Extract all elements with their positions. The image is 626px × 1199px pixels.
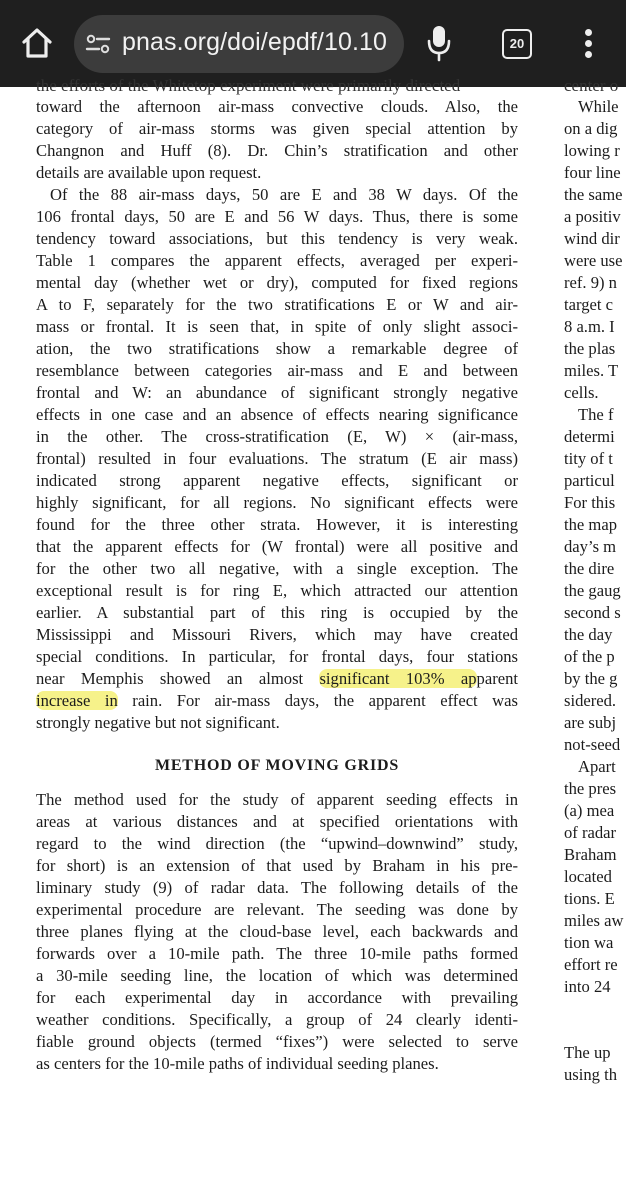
tune-icon[interactable] — [86, 34, 110, 54]
text-line: Table 1 compares the apparent effects, averaged per experi- — [36, 251, 518, 270]
right-column-line: located — [564, 867, 612, 886]
right-column-line: particul — [564, 471, 615, 490]
right-column-line: second s — [564, 603, 621, 622]
right-column-line: tion wa — [564, 933, 614, 952]
text-line: effects in one case and an absence of effects nearing significance — [36, 405, 518, 424]
text-line: earlier. A substantial part of this ring is occupied by the — [36, 603, 518, 622]
right-column-line — [564, 1020, 626, 1042]
more-vert-icon[interactable] — [580, 27, 598, 61]
browser-toolbar — [0, 0, 626, 87]
text-line: liminary study (9) of radar data. The following details of the — [36, 878, 518, 897]
right-column-line: the gaug — [564, 581, 621, 600]
right-column-line: While — [578, 97, 619, 116]
right-column-line: sidered. — [564, 691, 617, 710]
text-highlight[interactable]: increase in — [36, 691, 118, 710]
right-column-line: of the p — [564, 647, 615, 666]
right-column-line: miles. T — [564, 361, 619, 380]
text-line: mental day (whether wet or dry), computed for fixed regions — [36, 273, 518, 292]
text-line: areas at various distances and at specified orientations with — [36, 812, 518, 831]
home-icon[interactable] — [20, 25, 54, 61]
right-column-line — [564, 998, 626, 1020]
right-column-line: are subj — [564, 713, 617, 732]
right-column-line: wind dir — [564, 229, 620, 248]
right-column-line: into 24 — [564, 977, 611, 996]
right-column — [564, 96, 626, 1086]
text-line: forwards over a 10-mile path. The three 10-mile paths formed — [36, 944, 518, 963]
text-line: indicated strong apparent negative effects, significant or — [36, 471, 518, 490]
right-column-line: tions. E — [564, 889, 615, 908]
text-line: ation, the two stratifications show a remarkable degree of — [36, 339, 518, 358]
text-line: three planes flying at the cloud-base level, each backwards and — [36, 922, 518, 941]
text-highlight[interactable]: significant 103% ap — [319, 669, 477, 688]
text-line: for each experimental day in accordance with prevailing — [36, 988, 518, 1007]
right-column-line: of radar — [564, 823, 617, 842]
right-column-line: The f — [578, 405, 614, 424]
tab-switcher-icon[interactable] — [502, 29, 532, 59]
text-line: 106 frontal days, 50 are E and 56 W days. Thus, there is some — [36, 207, 518, 226]
right-column-line: lowing r — [564, 141, 620, 160]
left-column-section — [36, 789, 518, 1075]
text-line: found for the three other strata. However, it is interesting — [36, 515, 518, 534]
text-line: mass or frontal. It is seen that, in spite of only slight associ- — [36, 317, 518, 336]
right-column-line: ref. 9) n — [564, 273, 617, 292]
text-line: experimental procedure are relevant. The seeding was done by — [36, 900, 518, 919]
right-column-line: by the g — [564, 669, 618, 688]
right-column-line: the plas — [564, 339, 616, 358]
right-column-line: 8 a.m. I — [564, 317, 615, 336]
right-column-line: For this — [564, 493, 616, 512]
right-column-line: The up — [564, 1043, 611, 1062]
mic-icon[interactable] — [426, 24, 452, 62]
text-line: A to F, separately for the two stratifications E or W and air- — [36, 295, 518, 314]
right-column-line: the map — [564, 515, 617, 534]
right-column-line: Braham — [564, 845, 617, 864]
right-column-line: tity of t — [564, 449, 613, 468]
right-column-line: not-seed — [564, 735, 621, 754]
text-line: strongly negative but not significant. — [36, 713, 280, 732]
text-line: details are available upon request. — [36, 163, 262, 182]
text-line: regard to the wind direction (the “upwind–downwind” study, — [36, 834, 518, 853]
right-column-line: were use — [564, 251, 623, 270]
right-column-line: effort re — [564, 955, 618, 974]
pdf-viewer[interactable] — [0, 76, 626, 1199]
text-line: frontal) resulted in four evaluations. The stratum (E air mass) — [36, 449, 518, 468]
right-column-line: day’s m — [564, 537, 617, 556]
text-line: that the apparent effects for (W frontal) were all positive and — [36, 537, 518, 556]
text-line: special conditions. In particular, for frontal days, four stations — [36, 647, 518, 666]
text-line: weather conditions. Specifically, a group of 24 clearly identi- — [36, 1010, 518, 1029]
right-column-line: on a dig — [564, 119, 618, 138]
text-line: as centers for the 10-mile paths of individual seeding planes. — [36, 1054, 439, 1073]
right-column-line: miles aw — [564, 911, 624, 930]
cut-off-line: the efforts of the Whitetop experiment were primarily directed — [36, 76, 461, 95]
text-line: fiable ground objects (termed “fixes”) were selected to serve — [36, 1032, 518, 1051]
right-column-line: the dire — [564, 559, 615, 578]
url-bar[interactable] — [74, 15, 404, 73]
text-line: resemblance between categories air-mass and E and between — [36, 361, 518, 380]
right-column-line: cells. — [564, 383, 599, 402]
text-line: exceptional result is for ring E, which attracted our attention — [36, 581, 518, 600]
right-column-line: a positiv — [564, 207, 621, 226]
text-line: category of air-mass storms was given special attention by — [36, 119, 518, 138]
highlighted-text-line: near Memphis showed an almost significant 103% apparent — [36, 669, 519, 688]
right-column-line: using th — [564, 1065, 618, 1084]
right-column-line: Apart — [578, 757, 616, 776]
text-line: Mississippi and Missouri Rivers, which may have created — [36, 625, 518, 644]
tab-count: 20 — [502, 29, 532, 59]
right-column-line: the day — [564, 625, 613, 644]
text-line: Of the 88 air-mass days, 50 are E and 38 W days. Of the — [50, 185, 518, 204]
right-column-line: the same — [564, 185, 623, 204]
left-column — [36, 96, 518, 734]
text-line: for short) is an extension of that used by Braham in his pre- — [36, 856, 518, 875]
text-line: tendency toward associations, but this tendency is very weak. — [36, 229, 518, 248]
url-text[interactable]: pnas.org/doi/epdf/10.10 — [122, 28, 388, 56]
text-line: frontal and W: an abundance of significant strongly negative — [36, 383, 518, 402]
text-line: a 30-mile seeding line, the location of which was determined — [36, 966, 518, 985]
text-line: highly significant, for all regions. No significant effects were — [36, 493, 518, 512]
text-line: for the other two all negative, with a single exception. The — [36, 559, 518, 578]
text-line: Changnon and Huff (8). Dr. Chin’s stratification and other — [36, 141, 518, 160]
right-column-line: determi — [564, 427, 615, 446]
text-line: in the other. The cross-stratification (E, W) × (air-mass, — [36, 427, 518, 446]
section-heading: METHOD OF MOVING GRIDS — [154, 757, 400, 774]
highlighted-text-line: increase in rain. For air-mass days, the apparent effect was — [36, 691, 518, 710]
text-line: toward the afternoon air-mass convective clouds. Also, the — [36, 97, 518, 116]
right-column-line: four line — [564, 163, 621, 182]
cut-off-line-right: center o — [564, 76, 619, 95]
right-column-line: (a) mea — [564, 801, 615, 820]
right-column-line: target c — [564, 295, 613, 314]
text-line: The method used for the study of apparent seeding effects in — [36, 790, 518, 809]
right-column-line: the pres — [564, 779, 617, 798]
